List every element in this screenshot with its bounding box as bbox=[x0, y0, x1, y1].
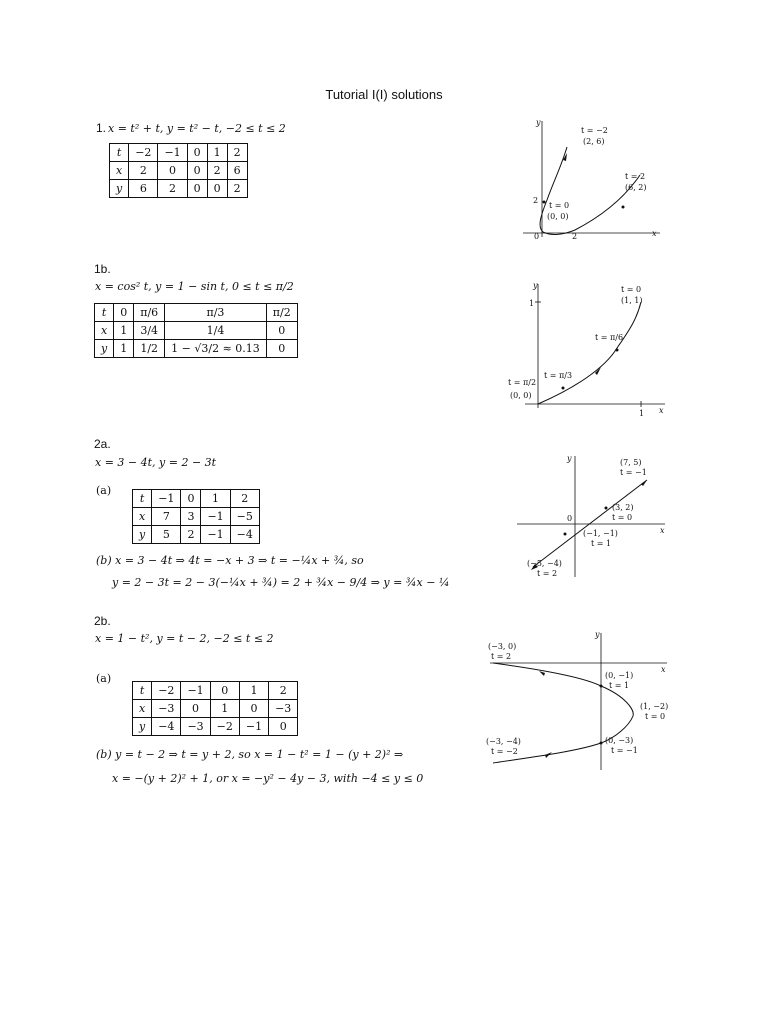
table-row bbox=[110, 162, 248, 180]
table-cell: −2 bbox=[210, 718, 239, 736]
table-cell: −3 bbox=[269, 700, 298, 718]
row-header-cell: y bbox=[133, 718, 152, 736]
label-t-mid: t = 0 bbox=[612, 513, 633, 522]
problem-1b-graph bbox=[505, 278, 670, 418]
label-point-b: (0, −3) bbox=[605, 736, 634, 745]
table-cell: −1 bbox=[181, 682, 210, 700]
table-cell: 1 − √3/2 ≈ 0.13 bbox=[165, 340, 267, 358]
table-cell: 0 bbox=[187, 180, 207, 198]
table-cell: 7 bbox=[152, 508, 181, 526]
x-axis-label: x bbox=[659, 406, 664, 415]
y-axis-label: y bbox=[536, 118, 541, 127]
table-row bbox=[133, 526, 260, 544]
table-cell: −1 bbox=[152, 490, 181, 508]
label-t-bottom: t = −2 bbox=[491, 747, 518, 756]
problem-2b-equation: x = 1 − t², y = t − 2, −2 ≤ t ≤ 2 bbox=[95, 632, 274, 645]
point-marker bbox=[600, 685, 603, 688]
label-t-b: t = −1 bbox=[611, 746, 638, 755]
table-cell: 2 bbox=[269, 682, 298, 700]
label-t-vertex: t = 0 bbox=[645, 712, 666, 721]
table-row bbox=[133, 490, 260, 508]
table-cell: 0 bbox=[187, 144, 207, 162]
row-header-cell: y bbox=[110, 180, 129, 198]
label-point-start: (2, 6) bbox=[583, 137, 605, 146]
table-body bbox=[110, 144, 248, 198]
table-cell: 0 bbox=[269, 718, 298, 736]
problem-2b-part-a: (a) bbox=[96, 672, 112, 685]
row-header-cell: t bbox=[110, 144, 129, 162]
direction-arrow bbox=[545, 752, 552, 758]
problem-2b-part-b-line2: x = −(y + 2)² + 1, or x = −y² − 4y − 3, with −4 ≤ y ≤ 0 bbox=[112, 772, 424, 785]
table-cell: 0 bbox=[187, 162, 207, 180]
y-tick-label: 1 bbox=[529, 299, 535, 308]
label-t-pi2: t = π/2 bbox=[508, 378, 537, 387]
table-cell: 6 bbox=[227, 162, 247, 180]
point-marker bbox=[622, 206, 625, 209]
label-t-top: t = −1 bbox=[620, 468, 647, 477]
row-header-cell: x bbox=[110, 162, 129, 180]
problem-2a-part-b-line2: y = 2 − 3t = 2 − 3(−¼x + ¾) = 2 + ¾x − 9/4 ⇒ y = ¾x − ¼ bbox=[112, 576, 450, 589]
label-point-bottom: (−3, −4) bbox=[486, 737, 521, 746]
table-cell: 2 bbox=[227, 144, 247, 162]
table-row bbox=[110, 180, 248, 198]
problem-2a-heading: 2a. bbox=[94, 437, 111, 451]
point-marker bbox=[543, 201, 546, 204]
table-cell: 1 bbox=[210, 700, 239, 718]
direction-arrow bbox=[539, 671, 545, 676]
x-tick-label: 2 bbox=[572, 232, 578, 241]
table-cell: 0 bbox=[181, 490, 201, 508]
x-tick-label: 1 bbox=[639, 409, 645, 418]
problem-2a-part-a: (a) bbox=[96, 484, 112, 497]
table-cell: 3 bbox=[181, 508, 201, 526]
label-t-pi3: t = π/3 bbox=[544, 371, 573, 380]
table-row bbox=[95, 322, 298, 340]
problem-1-table bbox=[109, 143, 248, 198]
label-t-top: t = 2 bbox=[491, 652, 512, 661]
table-row bbox=[133, 718, 298, 736]
problem-1b-heading: 1b. bbox=[94, 262, 111, 276]
direction-arrow bbox=[641, 480, 647, 486]
label-t-bottom: t = 2 bbox=[537, 569, 558, 578]
row-header-cell: x bbox=[95, 322, 114, 340]
table-cell: 1 bbox=[207, 144, 227, 162]
table-cell: −5 bbox=[230, 508, 259, 526]
x-axis-label: x bbox=[661, 665, 666, 674]
label-point-zero: (0, 0) bbox=[547, 212, 569, 221]
row-header-cell: x bbox=[133, 700, 152, 718]
row-header-cell: t bbox=[133, 490, 152, 508]
table-cell: −4 bbox=[152, 718, 181, 736]
table-row bbox=[110, 144, 248, 162]
label-point-low: (−1, −1) bbox=[583, 529, 618, 538]
label-t-low: t = 1 bbox=[591, 539, 612, 548]
label-point-top: (−3, 0) bbox=[488, 642, 517, 651]
table-cell: 0 bbox=[266, 340, 297, 358]
row-header-cell: y bbox=[133, 526, 152, 544]
label-point-top: (1, 1) bbox=[621, 296, 643, 305]
table-cell: −4 bbox=[230, 526, 259, 544]
problem-2a-equation: x = 3 − 4t, y = 2 − 3t bbox=[95, 456, 217, 469]
row-header-cell: x bbox=[133, 508, 152, 526]
row-header-cell: y bbox=[95, 340, 114, 358]
label-t-zero: t = 0 bbox=[549, 201, 570, 210]
x-axis-label: x bbox=[660, 526, 665, 535]
problem-2a-graph bbox=[515, 452, 670, 582]
problem-1-label: 1. bbox=[96, 121, 107, 135]
problem-2a-part-b-line1: (b) x = 3 − 4t ⇒ 4t = −x + 3 ⇒ t = −¼x + ¾, so bbox=[96, 554, 364, 567]
table-cell: −1 bbox=[239, 718, 268, 736]
point-marker bbox=[600, 742, 603, 745]
table-cell: 0 bbox=[210, 682, 239, 700]
problem-1-equation: x = t² + t, y = t² − t, −2 ≤ t ≤ 2 bbox=[108, 122, 286, 135]
table-row bbox=[95, 304, 298, 322]
table-cell: π/2 bbox=[266, 304, 297, 322]
table-row bbox=[133, 682, 298, 700]
table-cell: 5 bbox=[152, 526, 181, 544]
problem-1-graph bbox=[515, 115, 665, 240]
label-point-mid: (3, 2) bbox=[612, 503, 634, 512]
label-t-end: t = 2 bbox=[625, 172, 646, 181]
table-row bbox=[95, 340, 298, 358]
origin-label: 0 bbox=[567, 514, 573, 523]
table-cell: −3 bbox=[152, 700, 181, 718]
table-cell: 0 bbox=[158, 162, 187, 180]
table-cell: 0 bbox=[266, 322, 297, 340]
label-point-a: (0, −1) bbox=[605, 671, 634, 680]
table-cell: 1 bbox=[114, 340, 134, 358]
table-cell: 1 bbox=[239, 682, 268, 700]
table-cell: 0 bbox=[181, 700, 210, 718]
table-cell: 0 bbox=[239, 700, 268, 718]
table-cell: −1 bbox=[201, 508, 230, 526]
table-cell: −1 bbox=[158, 144, 187, 162]
table-cell: 2 bbox=[227, 180, 247, 198]
label-point-vertex: (1, −2) bbox=[640, 702, 669, 711]
table-cell: 1 bbox=[114, 322, 134, 340]
row-header-cell: t bbox=[133, 682, 152, 700]
point-marker bbox=[616, 349, 619, 352]
y-tick-label: 2 bbox=[533, 196, 539, 205]
row-header-cell: t bbox=[95, 304, 114, 322]
table-cell: −3 bbox=[181, 718, 210, 736]
label-point-top: (7, 5) bbox=[620, 458, 642, 467]
label-point-origin: (0, 0) bbox=[510, 391, 532, 400]
table-cell: 2 bbox=[158, 180, 187, 198]
table-row bbox=[133, 508, 260, 526]
problem-1b-equation: x = cos² t, y = 1 − sin t, 0 ≤ t ≤ π/2 bbox=[95, 280, 294, 293]
line-graph bbox=[533, 480, 647, 567]
page-title: Tutorial I(I) solutions bbox=[325, 87, 443, 102]
point-marker bbox=[605, 507, 608, 510]
label-t-pi6: t = π/6 bbox=[595, 333, 624, 342]
table-cell: 0 bbox=[114, 304, 134, 322]
table-cell: 2 bbox=[230, 490, 259, 508]
problem-2b-table bbox=[132, 681, 298, 736]
table-cell: −2 bbox=[129, 144, 158, 162]
problem-1b-table bbox=[94, 303, 298, 358]
label-t-a: t = 1 bbox=[609, 681, 630, 690]
y-axis-label: y bbox=[533, 281, 538, 290]
label-point-end: (6, 2) bbox=[625, 183, 647, 192]
y-axis-label: y bbox=[567, 454, 572, 463]
table-cell: π/3 bbox=[165, 304, 267, 322]
table-cell: 6 bbox=[129, 180, 158, 198]
table-cell: −2 bbox=[152, 682, 181, 700]
label-t-start: t = −2 bbox=[581, 126, 608, 135]
y-axis-label: y bbox=[595, 630, 600, 639]
table-cell: 2 bbox=[129, 162, 158, 180]
table-cell: 2 bbox=[181, 526, 201, 544]
curve bbox=[538, 302, 641, 404]
label-t-zero: t = 0 bbox=[621, 285, 642, 294]
table-cell: π/6 bbox=[134, 304, 165, 322]
label-point-bottom: (−5, −4) bbox=[527, 559, 562, 568]
problem-2b-graph bbox=[485, 628, 670, 773]
table-body bbox=[95, 304, 298, 358]
table-body bbox=[133, 490, 260, 544]
problem-2b-heading: 2b. bbox=[94, 614, 111, 628]
problem-2a-table bbox=[132, 489, 260, 544]
table-body bbox=[133, 682, 298, 736]
origin-label: 0 bbox=[534, 232, 540, 241]
table-cell: 3/4 bbox=[134, 322, 165, 340]
table-cell: 0 bbox=[207, 180, 227, 198]
point-marker bbox=[564, 533, 567, 536]
table-row bbox=[133, 700, 298, 718]
table-cell: 1/2 bbox=[134, 340, 165, 358]
table-cell: −1 bbox=[201, 526, 230, 544]
table-cell: 1 bbox=[201, 490, 230, 508]
table-cell: 2 bbox=[207, 162, 227, 180]
problem-2b-part-b-line1: (b) y = t − 2 ⇒ t = y + 2, so x = 1 − t² = 1 − (y + 2)² ⇒ bbox=[96, 748, 404, 761]
x-axis-label: x bbox=[652, 229, 657, 238]
point-marker bbox=[562, 387, 565, 390]
table-cell: 1/4 bbox=[165, 322, 267, 340]
